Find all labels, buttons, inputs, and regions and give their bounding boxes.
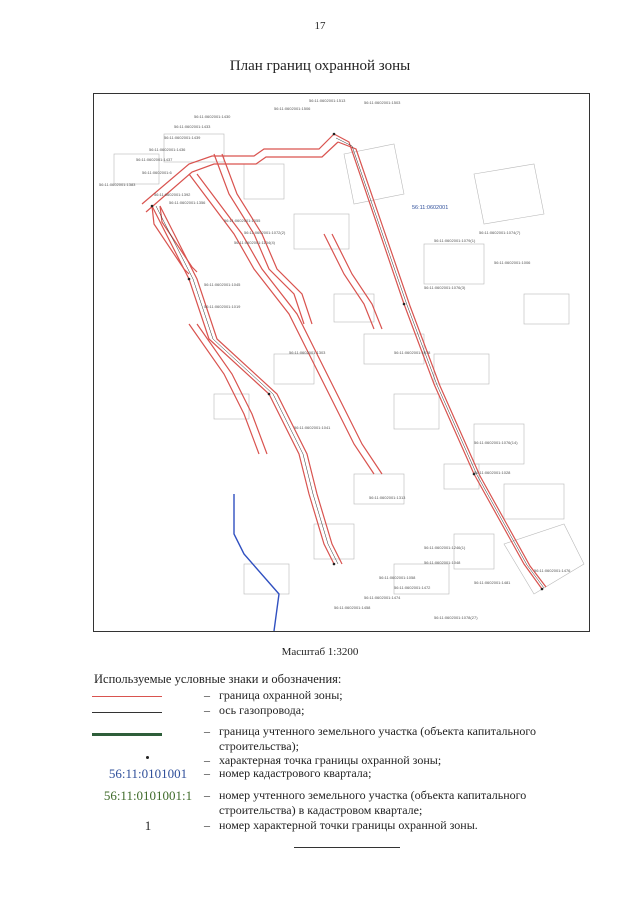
parcel-label: 56:11:0602001:1079(1): [434, 238, 476, 243]
parcel-label: 56:11:0602001:1078(27): [434, 615, 478, 620]
parcel-labels: [99, 98, 571, 620]
legend-text: граница охранной зоны;: [219, 688, 343, 702]
parcel-label: 56:11:0602001:1506: [274, 106, 311, 111]
legend-dash: –: [204, 724, 210, 738]
parcel-label: 56:11:0602001:1513: [309, 98, 346, 103]
parcel-code-sample: 56:11:0101001:1: [103, 788, 193, 803]
legend-text: номер кадастрового квартала;: [219, 766, 372, 780]
parcel-label: 56:11:0602001:1430: [194, 114, 231, 119]
legend-dash: –: [204, 788, 210, 802]
parcel-label: 56:11:0602001:1476: [534, 568, 571, 573]
parcel-label: 56:11:0602001:1134(4): [234, 240, 275, 245]
closing-rule: [294, 847, 400, 848]
legend-dash: –: [204, 703, 210, 717]
legend-symbol: [92, 788, 202, 803]
parcel-label: 56:11:0602001:1503: [364, 100, 401, 105]
parcel-label: 56:11:0602001:1041: [294, 425, 331, 430]
legend-text: граница учтенного земельного участка (объекта капитального строительства);: [219, 724, 537, 753]
zone-map: [93, 93, 590, 632]
legend-dash: –: [204, 818, 210, 832]
parcel-boundary-swatch: [92, 733, 162, 736]
parcel-label: 56:11:0602001:1028: [474, 470, 511, 475]
parcel-label: 56:11:0602001:1058: [379, 575, 416, 580]
parcel-label: 56:11:0602001:1078: [394, 350, 431, 355]
parcel-label: 56:11:0602001:1474: [364, 595, 401, 600]
legend-dash: –: [204, 688, 210, 702]
legend-heading: Используемые условные знаки и обозначения:: [94, 672, 342, 686]
parcel-label: 56:11:0602001:6: [142, 170, 172, 175]
quarter-code-sample: 56:11:0101001: [108, 766, 188, 781]
quarter-label: 56:11:0602001: [412, 205, 449, 211]
parcel-label: 56:11:0602001:1392: [154, 192, 191, 197]
parcel-label: 56:11:0602001:1433: [174, 124, 211, 129]
parcel-label: 56:11:0602001:1383: [99, 182, 136, 187]
parcel-label: 56:11:0602001:1006: [494, 260, 531, 265]
legend-text: номер характерной точки границы охранной зоны.: [219, 818, 478, 832]
parcel-label: 56:11:0602001:1481: [474, 580, 511, 585]
legend-symbol: [92, 818, 202, 833]
map-canvas: [94, 94, 589, 631]
map-scale: Масштаб 1:3200: [281, 646, 359, 658]
legend-dash: –: [204, 766, 210, 780]
parcel-label: 56:11:0602001:1048: [424, 560, 461, 565]
parcel-label: 56:11:0602001:1458: [334, 605, 371, 610]
legend-text: номер учтенного земельного участка (объекта капитального строительства) в кадастровом квартале;: [219, 788, 527, 817]
parcel-label: 56:11:0602001:1313: [369, 495, 406, 500]
legend-symbol: [92, 766, 202, 781]
gas-axis: [156, 138, 544, 588]
parcel-label: 56:11:0602001:1055: [224, 218, 261, 223]
parcel-label: 56:11:0602001:1303: [289, 350, 326, 355]
gas-axis-swatch: [92, 712, 162, 713]
parcel-label: 56:11:0602001:1072(2): [244, 230, 286, 235]
parcel-label: 56:11:0602001:1076(3): [424, 285, 466, 290]
blue-boundary: [234, 494, 279, 631]
parcel-label: 56:11:0602001:1356: [169, 200, 206, 205]
parcel-label: 56:11:0602001:1045: [204, 282, 241, 287]
point-number-sample: 1: [144, 818, 152, 833]
legend-dash: –: [204, 753, 210, 767]
parcel-label: 56:11:0602001:1076(14): [474, 440, 518, 445]
parcel-label: 56:11:0602001:1246(1): [424, 545, 466, 550]
parcel-label: 56:11:0602001:1472: [394, 585, 431, 590]
point-dot-icon: [146, 756, 149, 759]
parcel-label: 56:11:0602001:1439: [164, 135, 201, 140]
legend-text: ось газопровода;: [219, 703, 305, 717]
parcel-label: 56:11:0602001:1019: [204, 304, 241, 309]
legend-text: характерная точка границы охранной зоны;: [219, 753, 442, 767]
parcel-label: 56:11:0602001:1074(7): [479, 230, 521, 235]
parcel-label: 56:11:0602001:1436: [149, 147, 186, 152]
zone-boundary-swatch: [92, 696, 162, 697]
page-number: 17: [314, 20, 326, 32]
parcel-label: 56:11:0602001:1437: [136, 157, 173, 162]
page-title: План границ охранной зоны: [229, 58, 411, 74]
